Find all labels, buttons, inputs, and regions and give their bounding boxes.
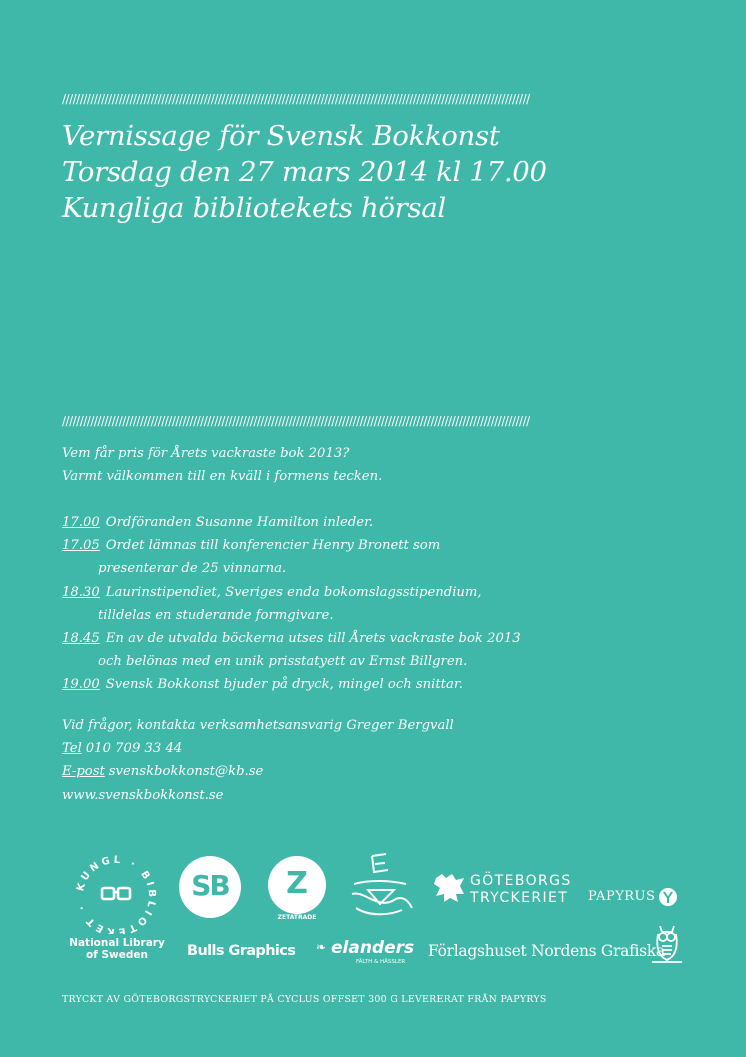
lion-icon [432, 870, 468, 906]
schedule-text: En av de utvalda böckerna utses till Årets vackraste bok 2013 [105, 631, 521, 647]
sb-logo [179, 856, 241, 918]
goteborgs-line2: TRYCKERIET [470, 890, 569, 906]
intro-text [62, 442, 382, 488]
intro-question: Vem får pris för Årets vackraste bok 2013? [62, 446, 350, 461]
zetatrade-name: ZETATRADE [277, 914, 317, 921]
forlagshuset-name: Förlagshuset Nordens Grafiska [428, 942, 665, 960]
schedule-time: 18.30 [62, 584, 100, 600]
zetatrade-letter: Z [286, 866, 308, 901]
footer-print-info: TRYCKT AV GÖTEBORGSTRYCKERIET PÅ CYCLUS OFFSET 300 G LEVERERAT FRÅN PAPYRYS [62, 994, 547, 1005]
email-address[interactable]: svenskbokkonst@kb.se [108, 764, 264, 780]
goteborgs-line1: GÖTEBORGS [470, 873, 572, 889]
papyrus-y-icon [659, 888, 677, 906]
kb-logo [66, 850, 166, 934]
elanders-name: elanders [331, 938, 415, 958]
owl-logo [650, 922, 684, 966]
schedule-time: 17.05 [62, 538, 100, 554]
zetatrade-logo [268, 856, 326, 914]
schedule-item [62, 627, 521, 650]
svg-text:KUNGL · BIBLIOTEKET · [75, 855, 157, 934]
schedule-text-continued: presenterar de 25 vinnarna. [98, 561, 287, 577]
schedule-time: 18.45 [62, 631, 100, 647]
schedule [62, 511, 521, 697]
schedule-text: Svensk Bokkonst bjuder på dryck, mingel och snittar. [105, 677, 463, 693]
lion-logo [432, 870, 468, 906]
ship-emblem-icon [348, 850, 416, 920]
phone-label: Tel [62, 741, 82, 757]
kb-name: National Library of Sweden [69, 937, 165, 961]
schedule-time: 17.00 [62, 515, 100, 530]
headline-title: Vernissage för Svensk Bokkonst [62, 120, 500, 152]
schedule-item [62, 534, 521, 557]
schedule-text-continued: tilldelas en studerande formgivare. [98, 607, 334, 623]
elanders-sub: FÄLTH & HÄSSLER [356, 959, 406, 965]
kb-ring-text: KUNGL · BIBLIOTEKET · [75, 854, 158, 934]
headline [62, 118, 547, 226]
schedule-item [62, 673, 521, 696]
contact-intro: Vid frågor, kontakta verksamhetsansvarig Greger Bergvall [62, 718, 454, 733]
headline-venue: Kungliga bibliotekets hörsal [62, 192, 446, 224]
schedule-text: Laurinstipendiet, Sveriges enda bokomslagsstipendium, [105, 584, 482, 600]
email-label: E-post [62, 764, 105, 780]
contact-info [62, 714, 454, 807]
schedule-text: Ordet lämnas till konferencier Henry Bronett som [105, 538, 441, 554]
owl-icon [650, 922, 684, 966]
website-link[interactable]: www.svenskbokkonst.se [62, 787, 224, 803]
contact-phone [62, 737, 454, 760]
schedule-text-continued: och belönas med en unik prisstatyett av Ernst Billgren. [98, 654, 468, 670]
papyrus-name: PAPYRUS [588, 889, 656, 904]
elanders-leaf-icon: ❧ [316, 940, 327, 954]
emblem-logo [348, 850, 416, 920]
intro-welcome: Varmt välkommen till en kväll i formens tecken. [62, 469, 383, 485]
top-divider: //////////////////////////////////////////////////////////////////////////////////////////////////////////////////////////////////// [62, 92, 530, 106]
schedule-item [62, 511, 521, 534]
schedule-time: 19.00 [62, 677, 100, 693]
bulls-graphics-name: Bulls Graphics [187, 943, 296, 959]
schedule-item [62, 581, 521, 604]
middle-divider: //////////////////////////////////////////////////////////////////////////////////////////////////////////////////////////////////// [62, 414, 530, 428]
schedule-text: Ordföranden Susanne Hamilton inleder. [105, 515, 374, 530]
contact-email [62, 760, 454, 783]
phone-number[interactable]: 010 709 33 44 [85, 741, 183, 757]
headline-date: Torsdag den 27 mars 2014 kl 17.00 [62, 156, 547, 188]
sb-letters: SB [191, 869, 229, 902]
kb-emblem-icon [66, 850, 166, 934]
